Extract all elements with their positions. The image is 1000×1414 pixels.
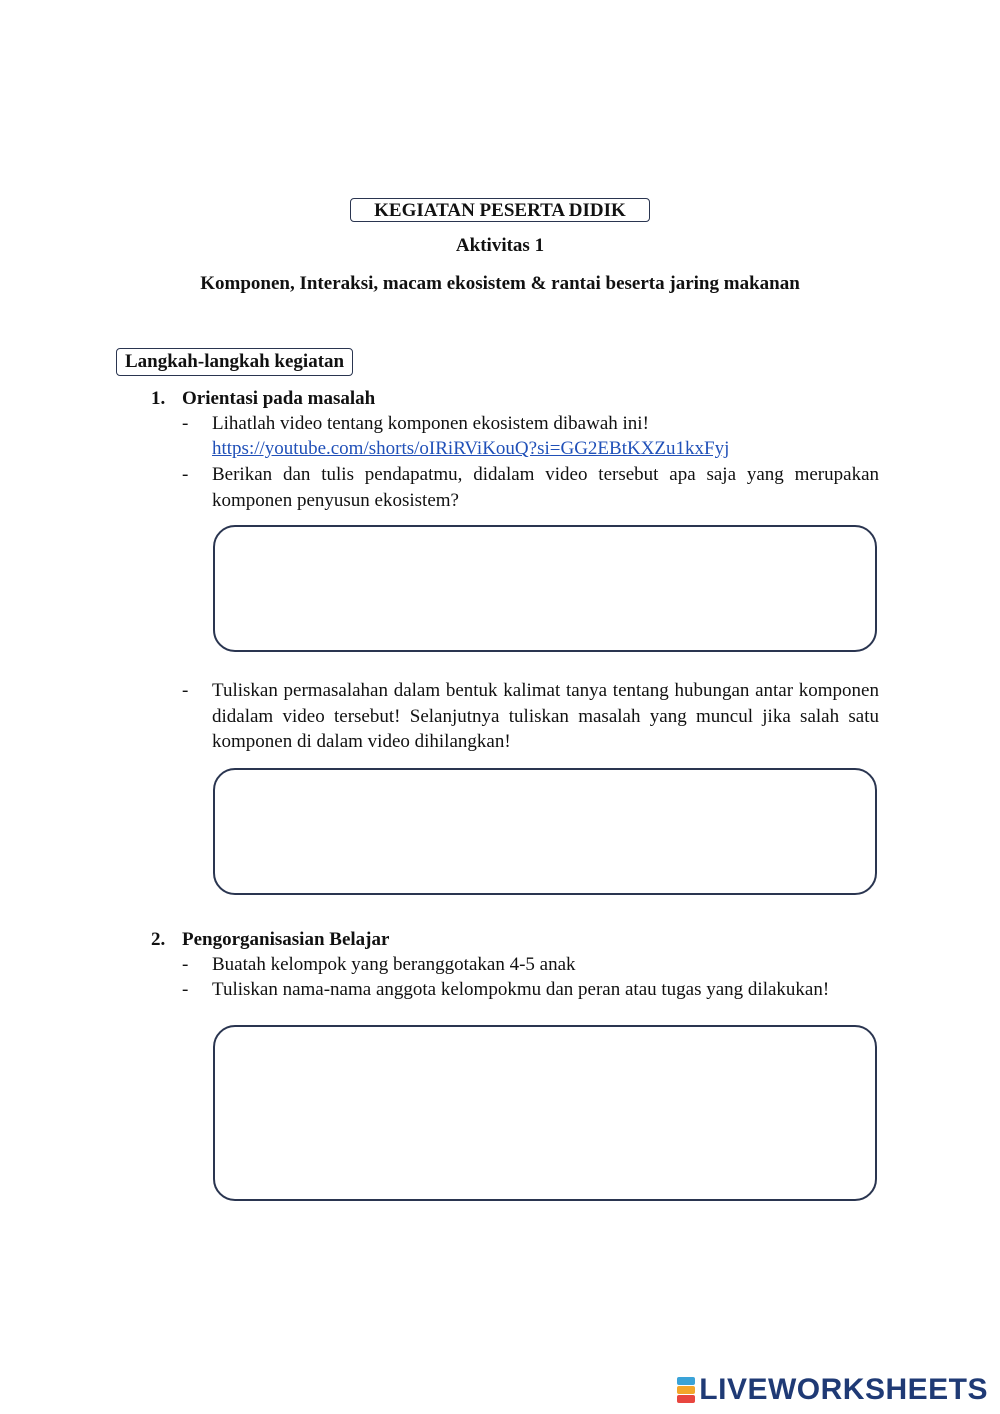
steps-label-box: Langkah-langkah kegiatan xyxy=(116,348,353,376)
answer-box-problems[interactable] xyxy=(213,768,877,895)
answer-box-group-members[interactable] xyxy=(213,1025,877,1201)
bullet-dash: - xyxy=(182,413,189,434)
document-title-box: KEGIATAN PESERTA DIDIK xyxy=(350,198,650,222)
youtube-video-link[interactable]: https://youtube.com/shorts/oIRiRViKouQ?si=GG2EBtKXZu1kxFyj xyxy=(212,438,730,459)
section-1-number: 1. xyxy=(151,388,166,409)
section-2-number: 2. xyxy=(151,929,166,950)
bullet-dash: - xyxy=(182,979,189,1000)
activity-subtitle: Komponen, Interaksi, macam ekosistem & rantai beserta jaring makanan xyxy=(200,273,800,294)
bullet-dash: - xyxy=(182,680,189,701)
bullet-text: Tuliskan nama-nama anggota kelompokmu dan peran atau tugas yang dilakukan! xyxy=(212,979,830,1000)
bullet-text: Tuliskan permasalahan dalam bentuk kalimat tanya tentang hubungan antar komponen didalam video tersebut! Selanjutnya tuliskan masalah yang muncul jika salah satu komponen di dalam video dihilangkan! xyxy=(212,680,879,752)
activity-label: Aktivitas 1 xyxy=(455,235,545,256)
bullet-text: Berikan dan tulis pendapatmu, didalam video tersebut apa saja yang merupakan komponen penyusun ekosistem? xyxy=(212,464,879,511)
bullet-text: Lihatlah video tentang komponen ekosistem dibawah ini! xyxy=(212,413,649,434)
bullet-dash: - xyxy=(182,464,189,485)
bullet-dash: - xyxy=(182,954,189,975)
liveworksheets-icon xyxy=(677,1377,695,1403)
section-1-title: Orientasi pada masalah xyxy=(182,388,376,409)
section-2-title: Pengorganisasian Belajar xyxy=(182,929,390,950)
liveworksheets-logo-text: LIVEWORKSHEETS xyxy=(699,1373,988,1406)
answer-box-components[interactable] xyxy=(213,525,877,652)
liveworksheets-logo xyxy=(677,1372,988,1408)
bullet-text: Buatah kelompok yang beranggotakan 4-5 anak xyxy=(212,954,576,975)
